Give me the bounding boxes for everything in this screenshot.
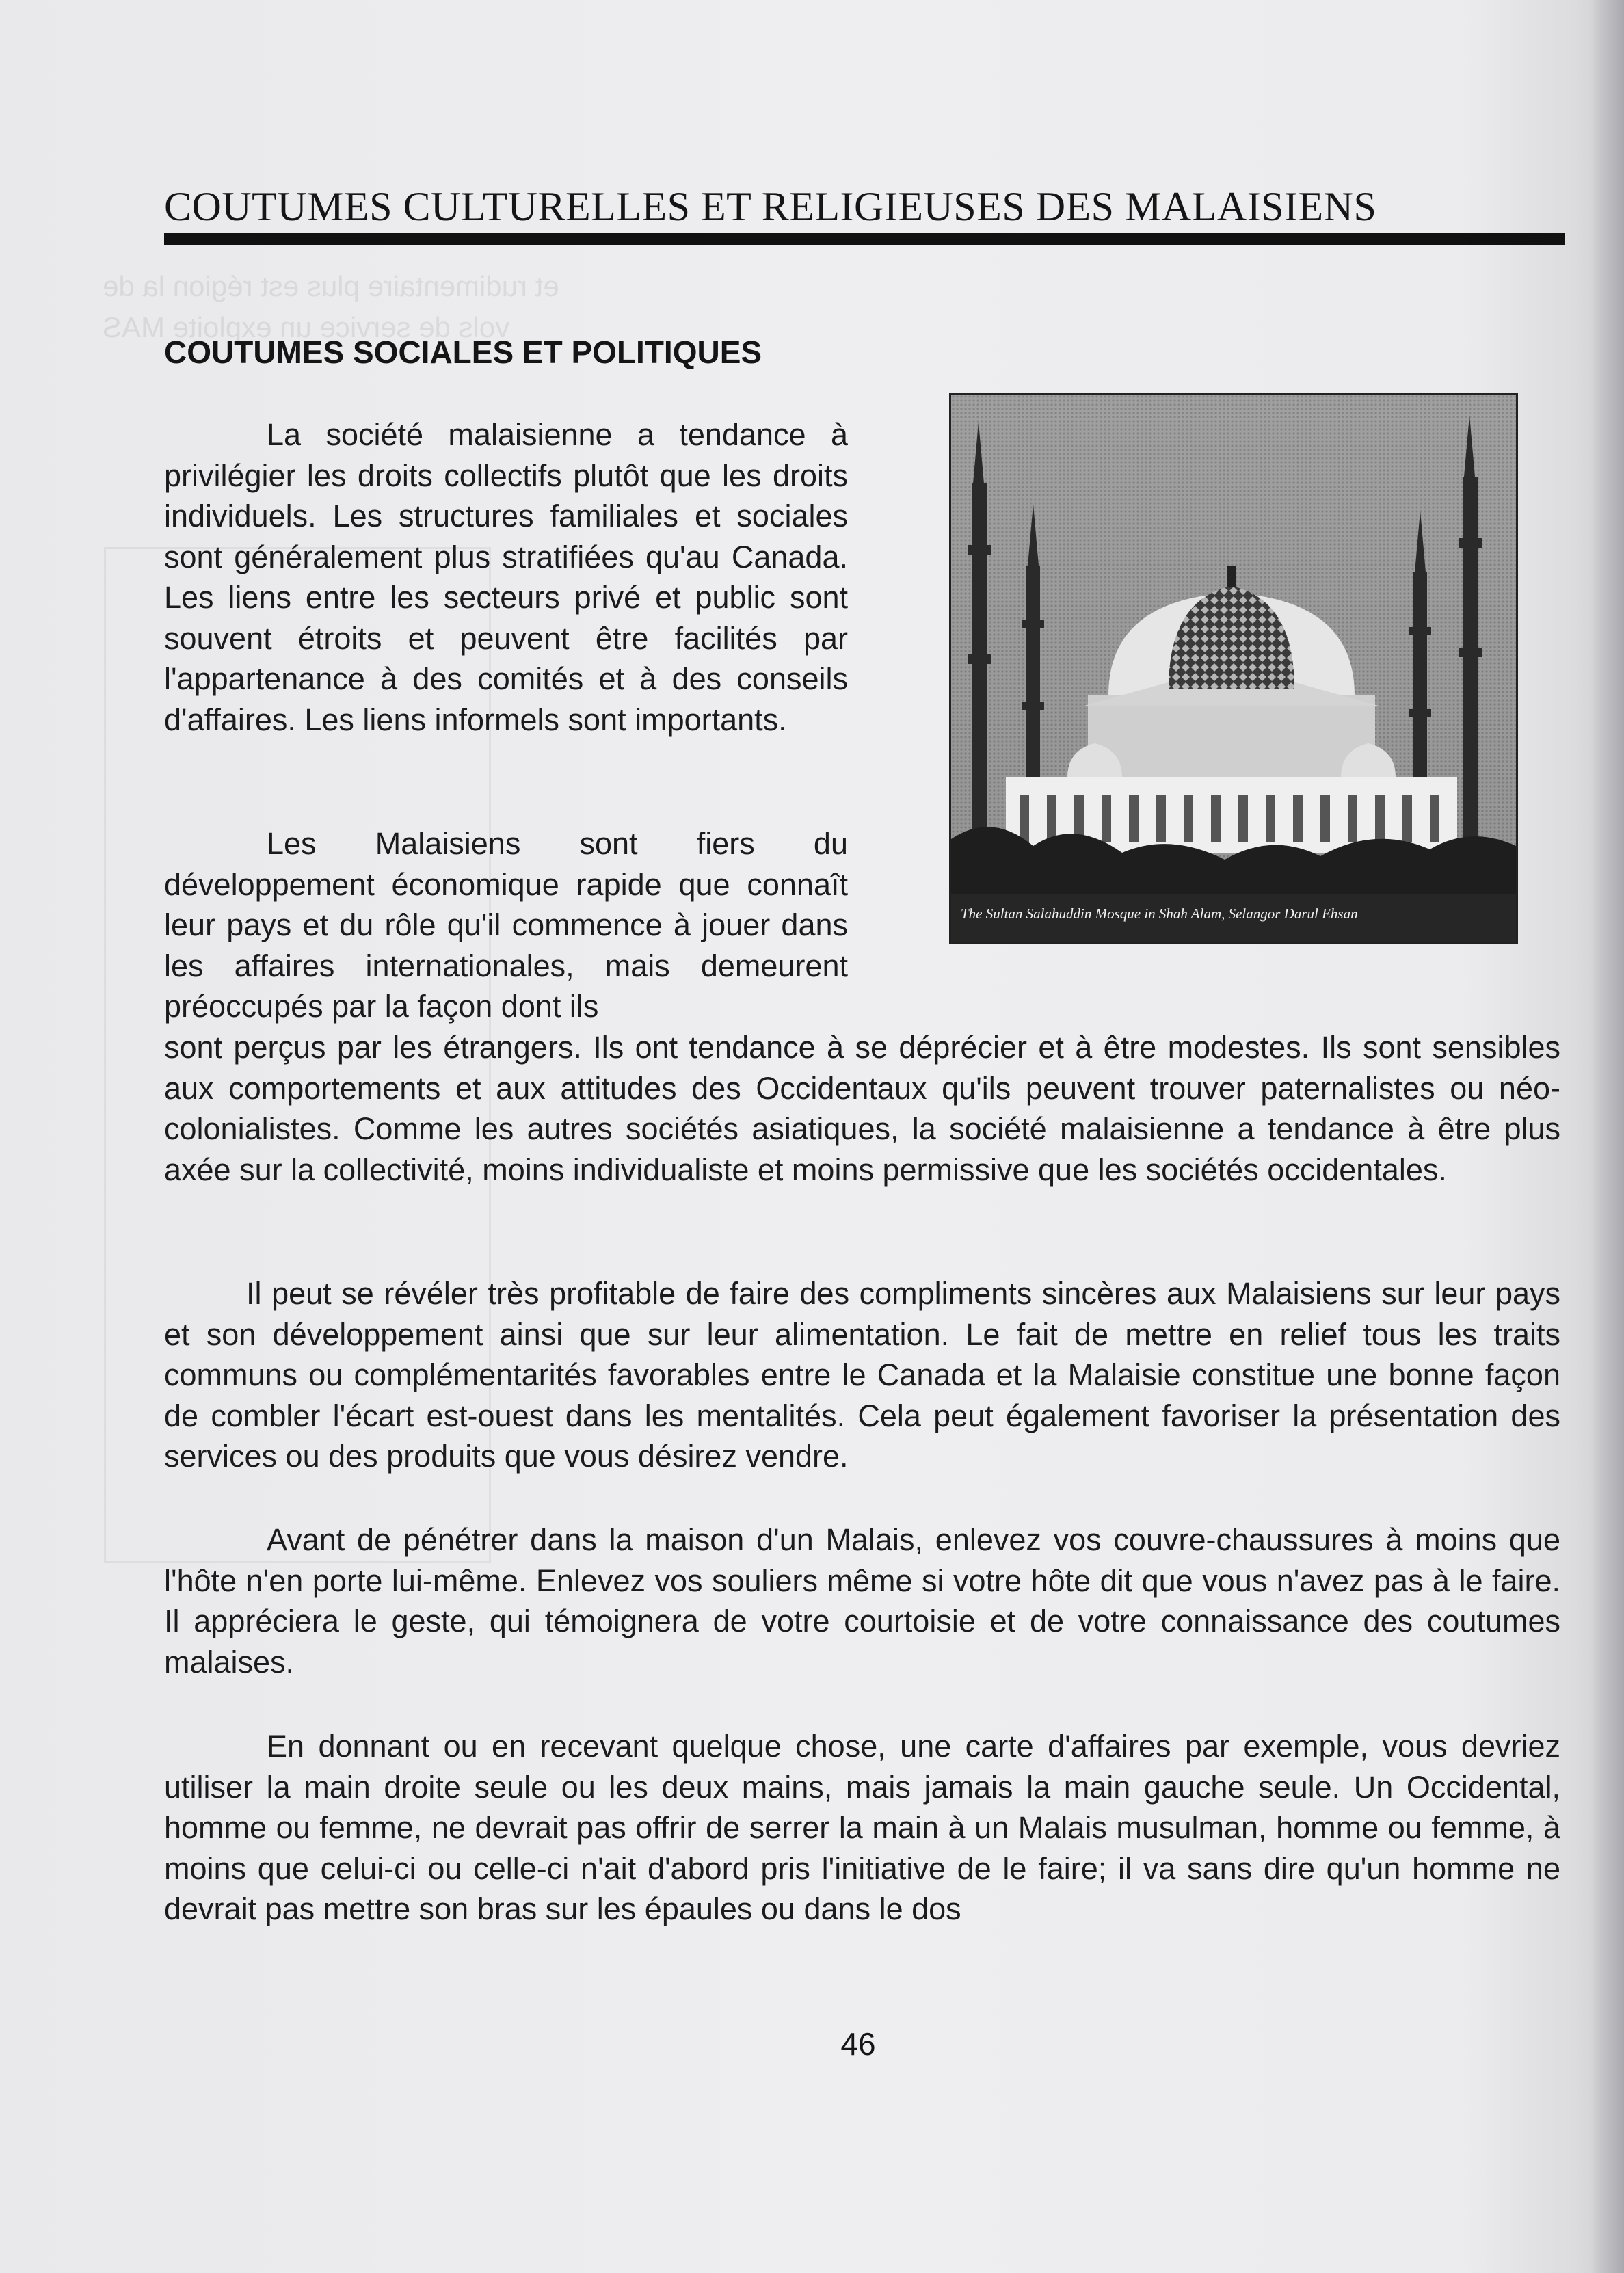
page-number: 46 [840, 2026, 876, 2062]
section-heading: COUTUMES SOCIALES ET POLITIQUES [164, 334, 762, 370]
page-header-title: COUTUMES CULTURELLES ET RELIGIEUSES DES MALAISIENS [164, 184, 1377, 229]
paragraph: sont perçus par les étrangers. Ils ont tendance à se déprécier et à être modestes. Ils sont sensibles aux comportements et aux attitudes des Occidentaux qu'ils peuvent trouver paternalistes ou néo-colonialistes. Comme les autres sociétés asiatiques, la société malaisienne a tendance à être plus axée sur la collectivité, moins individualiste et moins permissive que les sociétés occidentales. [164, 1030, 1560, 1187]
bleed-through-text: et rudimentaire plus est région la de [103, 270, 559, 302]
paragraph: Avant de pénétrer dans la maison d'un Malais, enlevez vos couvre-chaussures à moins que l'hôte n'en porte lui-même. Enlevez vos souliers même si votre hôte dit que vous n'avez pas à le faire. Il appréciera le geste, qui témoignera de votre courtoisie et de votre connaissance des coutumes malaises. [164, 1522, 1560, 1679]
header-divider [164, 233, 1565, 245]
mosque-image [951, 395, 1516, 942]
paragraph: Les Malaisiens sont fiers du développement économique rapide que connaît leur pays et du rôle qu'il commence à jouer dans les affaires internationales, mais demeurent préoccupés par la façon dont ils [164, 826, 848, 1024]
mosque-photo [949, 393, 1518, 944]
page-edge-shadow [1591, 0, 1624, 2273]
paragraph: Il peut se révéler très profitable de faire des compliments sincères aux Malaisiens sur leur pays et son développement ainsi que sur leur alimentation. Le fait de mettre en relief tous les traits communs ou complémentarités favorables entre le Canada et la Malaisie constitue une bonne façon de combler l'écart est-ouest dans les mentalités. Cela peut également favoriser la présentation des services ou des produits que vous désirez vendre. [164, 1276, 1560, 1474]
bleed-through-text: vols de service un exploite MAS [103, 311, 510, 343]
photo-caption: The Sultan Salahuddin Mosque in Shah Alam, Selangor Darul Ehsan [961, 905, 1358, 922]
paragraph: La société malaisienne a tendance à privilégier les droits collectifs plutôt que les droits individuels. Les structures familiales et sociales sont généralement plus stratifiées qu'au Canada. Les liens entre les secteurs privé et public sont souvent étroits et peuvent être facilités par l'appartenance à des comités et à des conseils d'affaires. Les liens informels sont importants. [164, 417, 848, 737]
paragraph: En donnant ou en recevant quelque chose, une carte d'affaires par exemple, vous devriez utiliser la main droite seule ou les deux mains, mais jamais la main gauche seule. Un Occidental, homme ou femme, ne devrait pas offrir de serrer la main à un Malais musulman, homme ou femme, à moins que celui-ci ou celle-ci n'ait d'abord pris l'initiative de le faire; il va sans dire qu'un homme ne devrait pas mettre son bras sur les épaules ou dans le dos [164, 1729, 1560, 1926]
